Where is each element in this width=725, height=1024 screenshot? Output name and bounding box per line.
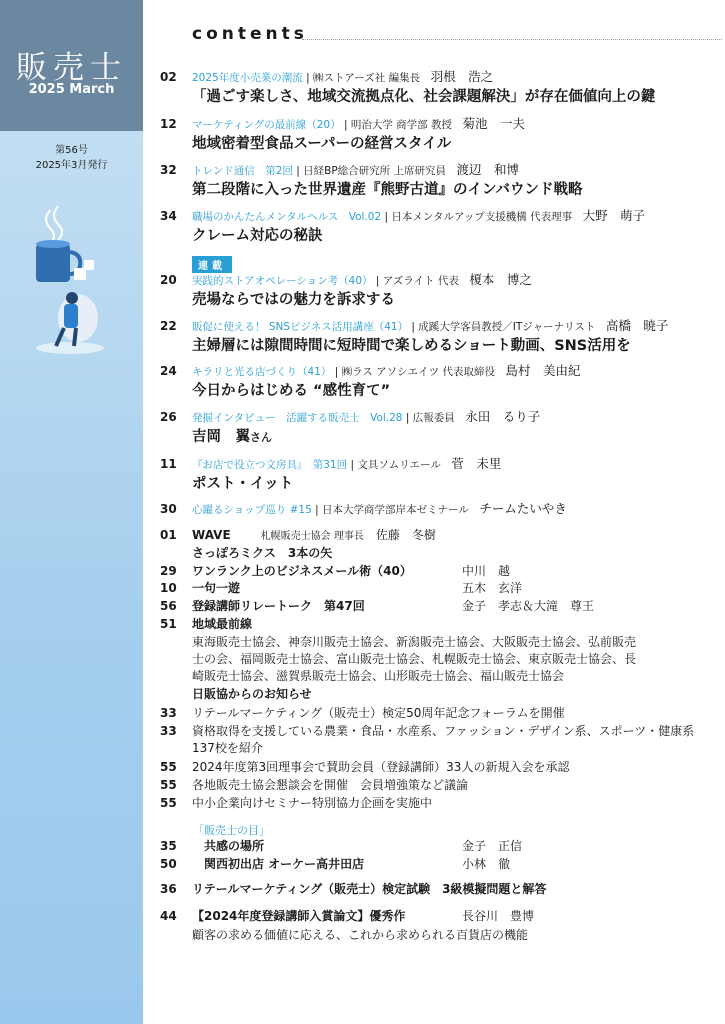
affiliation: ㈱ラス アソシエイツ 代表取締役 bbox=[341, 366, 495, 378]
page-number: 35 bbox=[160, 839, 177, 853]
notice-text: リテールマーケティング（販売士）検定50周年記念フォーラムを開催 bbox=[192, 706, 565, 720]
entry-title: 「過ごす楽しさ、地域交流拠点化、社会課題解決」が存在価値向上の鍵 bbox=[192, 89, 656, 105]
notice-text: 各地販売士協会懇談会を開催 会員増強策など議論 bbox=[192, 778, 469, 792]
masthead bbox=[0, 0, 143, 131]
page-number: 20 bbox=[160, 273, 177, 287]
author-name: 金子 孝志＆大滝 尊王 bbox=[462, 599, 595, 613]
notice-text-cont: 137校を紹介 bbox=[192, 741, 263, 755]
author-name: 菅 未里 bbox=[451, 456, 502, 471]
affiliation: ㈱ストアーズ社 編集長 bbox=[312, 72, 421, 84]
entry-title: 【2024年度登録講師入賞論文】優秀作 bbox=[192, 909, 406, 923]
page-number: 55 bbox=[160, 796, 177, 810]
entry-title: 地域最前線 bbox=[192, 617, 253, 631]
page-number: 50 bbox=[160, 857, 177, 871]
author-name: チームたいやき bbox=[479, 501, 567, 516]
affiliation: 明治大学 商学部 教授 bbox=[350, 119, 453, 131]
author-name: 羽根 浩之 bbox=[430, 69, 494, 84]
page-number: 51 bbox=[160, 617, 177, 631]
entry-title: 一句一遊 bbox=[192, 581, 241, 595]
affiliation: 成蹊大学客員教授／ITジャーナリスト bbox=[418, 321, 596, 333]
contents-heading: contents bbox=[192, 24, 308, 44]
notice-text: 2024年度第3回理事会で賛助会員（登録講師）33人の新規入会を承認 bbox=[192, 760, 570, 774]
author-name: 長谷川 豊博 bbox=[462, 909, 535, 923]
sidebar bbox=[0, 0, 143, 1024]
affiliation: 日本メンタルアップ支援機構 代表理事 bbox=[391, 211, 573, 223]
page-number: 32 bbox=[160, 163, 177, 177]
category: 発掘インタビュー 活躍する販売士 Vol.28 bbox=[192, 412, 403, 424]
author-name: 大野 萌子 bbox=[582, 208, 646, 223]
notice-text: 中小企業向けセミナー特別協力企画を実施中 bbox=[192, 796, 433, 810]
issue-month: 2025 March bbox=[28, 82, 115, 97]
page-number: 26 bbox=[160, 410, 177, 424]
entry-title: ワンランク上のビジネスメール術（40） bbox=[192, 564, 412, 578]
author-name: 島村 美由紀 bbox=[505, 363, 581, 378]
entry-title: ポスト・イット bbox=[192, 476, 294, 492]
page-number: 11 bbox=[160, 457, 177, 471]
coffee-break-illustration bbox=[28, 200, 118, 360]
magazine-title: 販売士 bbox=[16, 50, 127, 86]
page-number: 55 bbox=[160, 778, 177, 792]
page-number: 33 bbox=[160, 724, 177, 738]
author-name: 永田 るり子 bbox=[465, 409, 541, 424]
page-number: 34 bbox=[160, 209, 177, 223]
affiliation: アズライト 代表 bbox=[382, 275, 459, 287]
page-number: 12 bbox=[160, 117, 177, 131]
regional-list-line: 崎販売士協会、滋賀県販売士協会、山形販売士協会、福山販売士協会 bbox=[192, 669, 565, 683]
page-number: 44 bbox=[160, 909, 177, 923]
category: 販促に使える！ SNSビジネス活用講座（41） bbox=[192, 321, 409, 333]
entry-title: 地域密着型食品スーパーの経営スタイル bbox=[192, 136, 452, 152]
entry-title: 登録講師リレートーク 第47回 bbox=[192, 599, 365, 613]
serial-badge: 連載 bbox=[192, 256, 232, 273]
eye-heading: 「販売士の目」 bbox=[193, 824, 270, 837]
affiliation: 札幌販売士協会 理事長 bbox=[260, 531, 364, 542]
page-number: 55 bbox=[160, 760, 177, 774]
entry-title: 売場ならではの魅力を訴求する bbox=[192, 292, 395, 308]
page-number: 24 bbox=[160, 364, 177, 378]
entry-title: リテールマーケティング（販売士）検定試験 3級模擬問題と解答 bbox=[192, 882, 547, 896]
page-number: 30 bbox=[160, 502, 177, 516]
page-number: 36 bbox=[160, 882, 177, 896]
author-name: 渡辺 和博 bbox=[456, 162, 520, 177]
category: キラリと光る店づくり（41） bbox=[192, 366, 332, 378]
page-number: 02 bbox=[160, 70, 177, 84]
category: 2025年度小売業の潮流 bbox=[192, 72, 303, 84]
issue-info bbox=[0, 143, 143, 173]
author-name: 小林 徹 bbox=[462, 857, 511, 871]
author-name: 佐藤 冬樹 bbox=[375, 528, 436, 542]
issue-number: 第56号 bbox=[55, 145, 88, 156]
entry-title: 主婦層には隙間時間に短時間で楽しめるショート動画、SNS活用を bbox=[192, 338, 631, 354]
entry-title: クレーム対応の秘訣 bbox=[192, 228, 323, 244]
author-name: 金子 正信 bbox=[462, 839, 523, 853]
affiliation: 日本大学商学部岸本ゼミナール bbox=[322, 504, 469, 516]
entry-title: WAVE bbox=[192, 528, 231, 542]
author-name: 高橋 暁子 bbox=[605, 318, 669, 333]
affiliation: 文具ソムリエール bbox=[357, 459, 441, 471]
entry-title: 関西初出店 オーケー高井田店 bbox=[204, 857, 365, 871]
wave-subtitle: さっぽろミクス 3本の矢 bbox=[192, 546, 333, 560]
essay-subtitle: 顧客の求める価値に応える、これから求められる百貨店の機能 bbox=[192, 928, 529, 942]
author-name: 五木 玄洋 bbox=[462, 581, 523, 595]
category: トレンド通信 第2回 bbox=[192, 165, 293, 177]
regional-list-line: 士の会、福岡販売士協会、富山販売士協会、札幌販売士協会、東京販売士協会、長 bbox=[192, 652, 637, 666]
page-number: 29 bbox=[160, 564, 177, 578]
entry-title: 共感の場所 bbox=[204, 839, 265, 853]
author-name: 榎本 博之 bbox=[469, 272, 532, 287]
notice-text: 資格取得を支援している農業・食品・水産系、ファッション・デザイン系、スポーツ・健康系 bbox=[192, 724, 695, 738]
page-number: 10 bbox=[160, 581, 177, 595]
entry-title: 第二段階に入った世界遺産『熊野古道』のインバウンド戦略 bbox=[192, 182, 583, 198]
entry-title: 今日からはじめる “感性育て” bbox=[192, 383, 391, 399]
affiliation: 広報委員 bbox=[412, 412, 455, 424]
regional-list-line: 東海販売士協会、神奈川販売士協会、新潟販売士協会、大阪販売士協会、弘前販売 bbox=[192, 635, 637, 649]
title-suffix: さん bbox=[250, 431, 272, 444]
category: 『お店で役立つ文房具』 第31回 bbox=[192, 459, 348, 471]
category: 実践的ストアオペレーション考（40） bbox=[192, 275, 373, 287]
author-name: 菊池 一夫 bbox=[462, 116, 526, 131]
heading-divider bbox=[302, 39, 722, 40]
page-number: 22 bbox=[160, 319, 177, 333]
category: 職場のかんたんメンタルヘルス Vol.02 bbox=[192, 211, 382, 223]
entry-title: 吉岡 翼 bbox=[192, 429, 250, 445]
affiliation: 日経BP総合研究所 上席研究員 bbox=[303, 165, 447, 177]
category: マーケティングの最前線（20） bbox=[192, 119, 341, 131]
author-name: 中川 越 bbox=[462, 564, 511, 578]
publish-date: 2025年3月発行 bbox=[35, 160, 108, 171]
page-number: 01 bbox=[160, 528, 177, 542]
page-number: 56 bbox=[160, 599, 177, 613]
category: 心躍るショップ巡り #15 bbox=[192, 504, 312, 516]
notices-heading: 日販協からのお知らせ bbox=[192, 687, 312, 701]
page-number: 33 bbox=[160, 706, 177, 720]
